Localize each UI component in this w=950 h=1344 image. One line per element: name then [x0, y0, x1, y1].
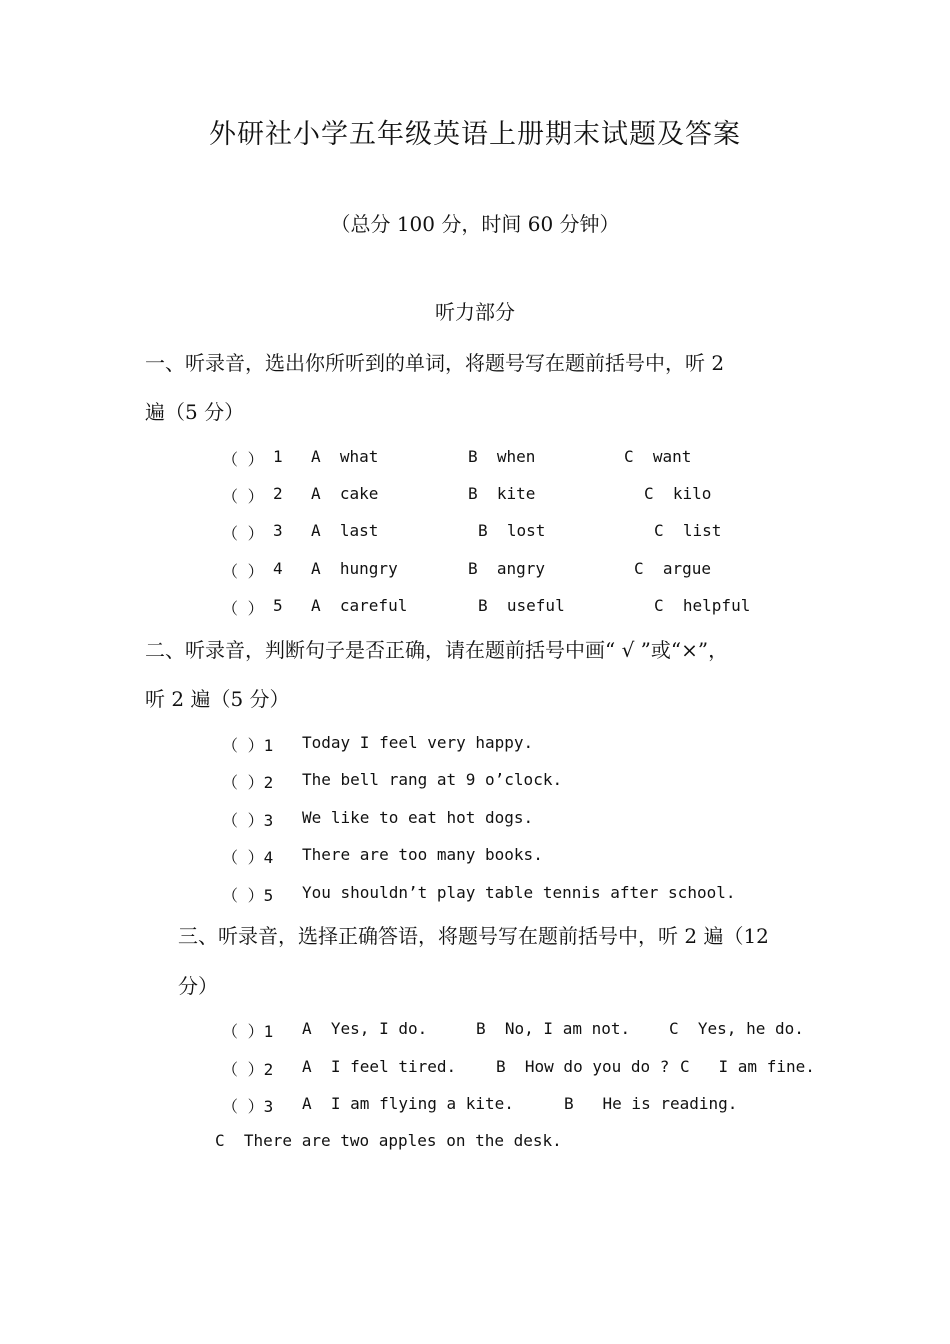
option-c: C I am fine.	[680, 1057, 815, 1076]
option-a: A Yes, I do.	[302, 1019, 428, 1038]
option-b: B useful	[478, 596, 565, 615]
answer-bracket: （ ）	[222, 562, 264, 581]
option-b: B lost	[478, 521, 546, 540]
item-number: 5	[273, 596, 283, 615]
answer-bracket: （ ）3	[222, 811, 274, 830]
section1-heading-line2: 遍（5 分）	[145, 400, 245, 424]
answer-bracket: （ ）	[222, 450, 264, 469]
option-c: C Yes, he do.	[669, 1019, 804, 1038]
item-number: 1	[273, 447, 283, 466]
page-subtitle: （总分 100 分，时间 60 分钟）	[330, 212, 620, 236]
section3-heading-line2: 分）	[178, 974, 218, 998]
answer-bracket: （ ）5	[222, 886, 274, 905]
answer-bracket: （ ）1	[222, 1022, 274, 1041]
section1-heading-line1: 一、听录音，选出你所听到的单词，将题号写在题前括号中，听 2	[145, 351, 725, 375]
option-c: C argue	[634, 559, 712, 578]
item-number: 2	[273, 484, 283, 503]
option-a: A I am flying a kite.	[302, 1094, 514, 1113]
option-b: B How do you do ?	[496, 1057, 670, 1076]
option-b: B He is reading.	[564, 1094, 738, 1113]
statement-text: Today I feel very happy.	[302, 733, 534, 752]
item-number: 4	[273, 559, 283, 578]
answer-bracket: （ ）	[222, 599, 264, 618]
answer-bracket: （ ）2	[222, 773, 274, 792]
option-c: C list	[654, 521, 722, 540]
answer-bracket: （ ）	[222, 524, 264, 543]
option-c: C want	[624, 447, 692, 466]
option-a: A last	[311, 521, 379, 540]
answer-bracket: （ ）4	[222, 848, 274, 867]
statement-text: We like to eat hot dogs.	[302, 808, 534, 827]
option-a: A cake	[311, 484, 379, 503]
option-c: C There are two apples on the desk.	[215, 1131, 562, 1150]
answer-bracket: （ ）2	[222, 1060, 274, 1079]
option-a: A I feel tired.	[302, 1057, 457, 1076]
option-a: A hungry	[311, 559, 398, 578]
part-heading: 听力部分	[435, 300, 515, 324]
statement-text: You shouldn’t play table tennis after school.	[302, 883, 736, 902]
section2-heading-line1: 二、听录音，判断句子是否正确，请在题前括号中画“ √ ”或“×”，	[145, 638, 729, 662]
answer-bracket: （ ）	[222, 487, 264, 506]
option-a: A careful	[311, 596, 408, 615]
statement-text: The bell rang at 9 o’clock.	[302, 770, 563, 789]
section3-heading-line1: 三、听录音，选择正确答语，将题号写在题前括号中，听 2 遍（12	[178, 924, 769, 948]
answer-bracket: （ ）3	[222, 1097, 274, 1116]
answer-bracket: （ ）1	[222, 736, 274, 755]
option-b: B kite	[468, 484, 536, 503]
option-c: C helpful	[654, 596, 751, 615]
option-c: C kilo	[644, 484, 712, 503]
page-title: 外研社小学五年级英语上册期末试题及答案	[209, 119, 741, 150]
option-b: B No, I am not.	[476, 1019, 631, 1038]
option-b: B angry	[468, 559, 546, 578]
option-a: A what	[311, 447, 379, 466]
option-b: B when	[468, 447, 536, 466]
section2-heading-line2: 听 2 遍（5 分）	[145, 687, 290, 711]
statement-text: There are too many books.	[302, 845, 543, 864]
item-number: 3	[273, 521, 283, 540]
